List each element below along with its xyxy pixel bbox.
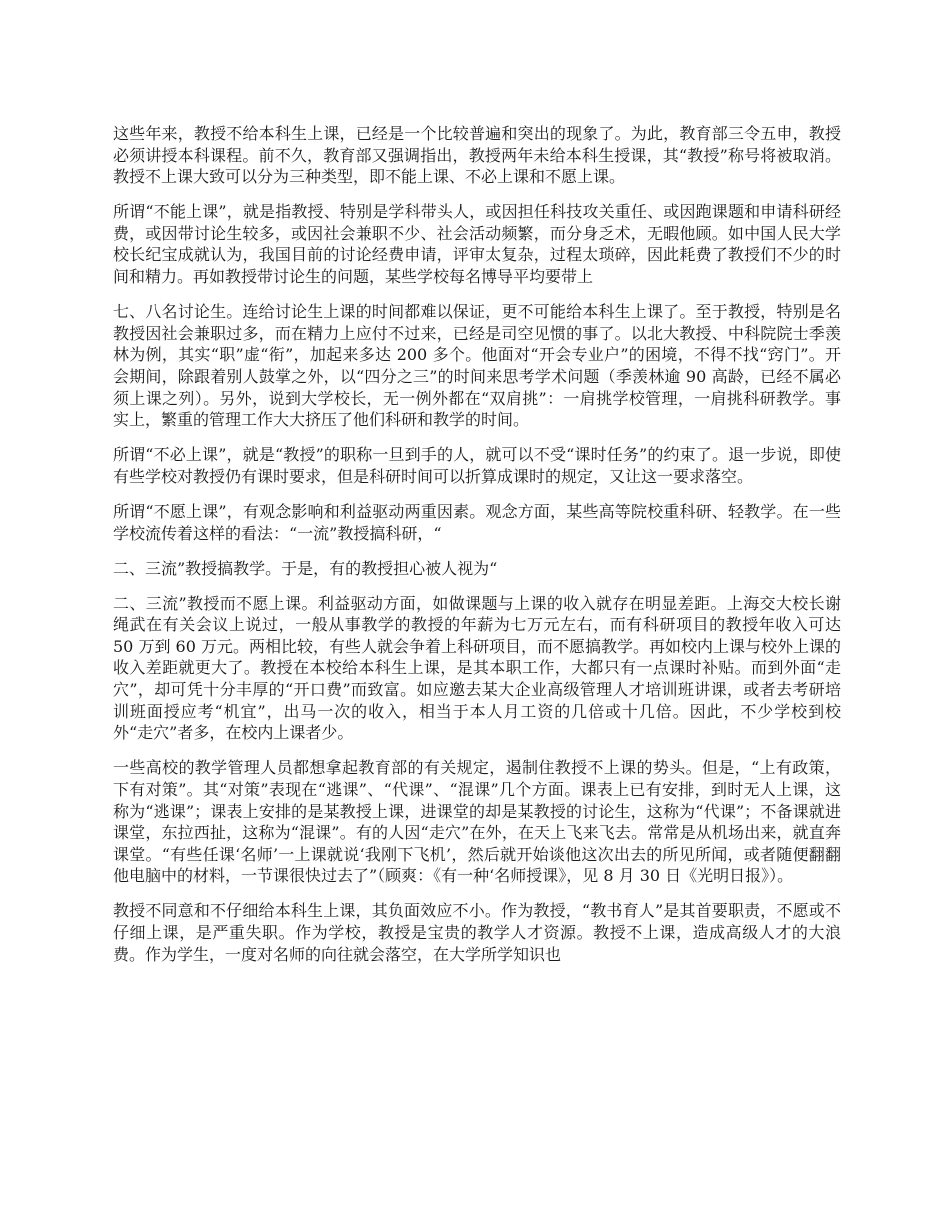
paragraph: 教授不同意和不仔细给本科生上课，其负面效应不小。作为教授，“教书育人”是其首要职责，不愿或不仔细上课，是严重失职。作为学校，教授是宝贵的教学人才资源。教授不上课，造成高级人才的大浪费。作为学生，一度对名师的向往就会落空，在大学所学知识也	[113, 901, 841, 964]
paragraph: 七、八名讨论生。连给讨论生上课的时间都难以保证，更不可能给本科生上课了。至于教授，特别是名教授因社会兼职过多，而在精力上应付不过来，已经是司空见惯的事了。以北大教授、中科院院士季羡林为例，其实“职”虚“衔”，加起来多达 200 多个。他面对“开会专业户”的困境，不得不找“窍门”。开会期间，除跟着别人鼓掌之外，以“四分之三”的时间来思考学术问题（季羡林逾 90 高龄，已经不属必须上课之列）。另外，说到大学校长，无一例外都在“双肩挑”：一肩挑学校管理，一肩挑科研教学。事实上，繁重的管理工作大大挤压了他们科研和教学的时间。	[113, 302, 841, 430]
paragraph: 二、三流”教授而不愿上课。利益驱动方面，如做课题与上课的收入就存在明显差距。上海交大校长谢绳武在有关会议上说过，一般从事教学的教授的年薪为七万元左右，而有科研项目的教授年收入可达 50 万到 60 万元。两相比较，有些人就会争着上科研项目，而不愿搞教学。再如校内上课与校外上课的收入差距就更大了。教授在本校给本科生上课，是其本职工作，大都只有一点课时补贴。而到外面“走穴”，却可凭十分丰厚的“开口费”而致富。如应邀去某大企业高级管理人才培训班讲课，或者去考研培训班面授应考“机宜”，出马一次的收入，相当于本人月工资的几倍或十几倍。因此，不少学校到校外“走穴”者多，在校内上课者少。	[113, 593, 841, 743]
paragraph: 这些年来，教授不给本科生上课，已经是一个比较普遍和突出的现象了。为此，教育部三令五申，教授必须讲授本科课程。前不久，教育部又强调指出，教授两年未给本科生授课，其“教授”称号将被取消。教授不上课大致可以分为三种类型，即不能上课、不必上课和不愿上课。	[113, 124, 841, 187]
paragraph: 一些高校的教学管理人员都想拿起教育部的有关规定，遏制住教授不上课的势头。但是，“上有政策，下有对策”。其“对策”表现在“逃课”、“代课”、“混课”几个方面。课表上已有安排，到时无人上课，这称为“逃课”；课表上安排的是某教授上课，进课堂的却是某教授的讨论生，这称为“代课”；不备课就进课堂，东拉西扯，这称为“混课”。有的人因“走穴”在外，在天上飞来飞去。常常是从机场出来，就直奔课堂。“有些任课‘名师’一上课就说‘我刚下飞机’，然后就开始谈他这次出去的所见所闻，或者随便翻翻他电脑中的材料，一节课很快过去了”（顾爽：《有一种‘名师授课》，见 8 月 30 日《光明日报》）。	[113, 758, 841, 886]
paragraph: 所谓“不必上课”，就是“教授”的职称一旦到手的人，就可以不受“课时任务”的约束了。退一步说，即使有些学校对教授仍有课时要求，但是科研时间可以折算成课时的规定，又让这一要求落空。	[113, 445, 841, 486]
paragraph: 所谓“不能上课”，就是指教授、特别是学科带头人，或因担任科技攻关重任、或因跑课题和申请科研经费，或因带讨论生较多，或因社会兼职不少、社会活动频繁，而分身乏术，无暇他顾。如中国人民大学校长纪宝成就认为，我国目前的讨论经费申请，评审太复杂，过程太琐碎，因此耗费了教授们不少的时间和精力。再如教授带讨论生的问题，某些学校每名博导平均要带上	[113, 202, 841, 287]
paragraph: 所谓“不愿上课”，有观念影响和利益驱动两重因素。观念方面，某些高等院校重科研、轻教学。在一些学校流传着这样的看法：“一流”教授搞科研，“	[113, 501, 841, 543]
paragraph: 二、三流”教授搞教学。于是，有的教授担心被人视为“	[113, 558, 498, 578]
document-body	[113, 123, 841, 979]
